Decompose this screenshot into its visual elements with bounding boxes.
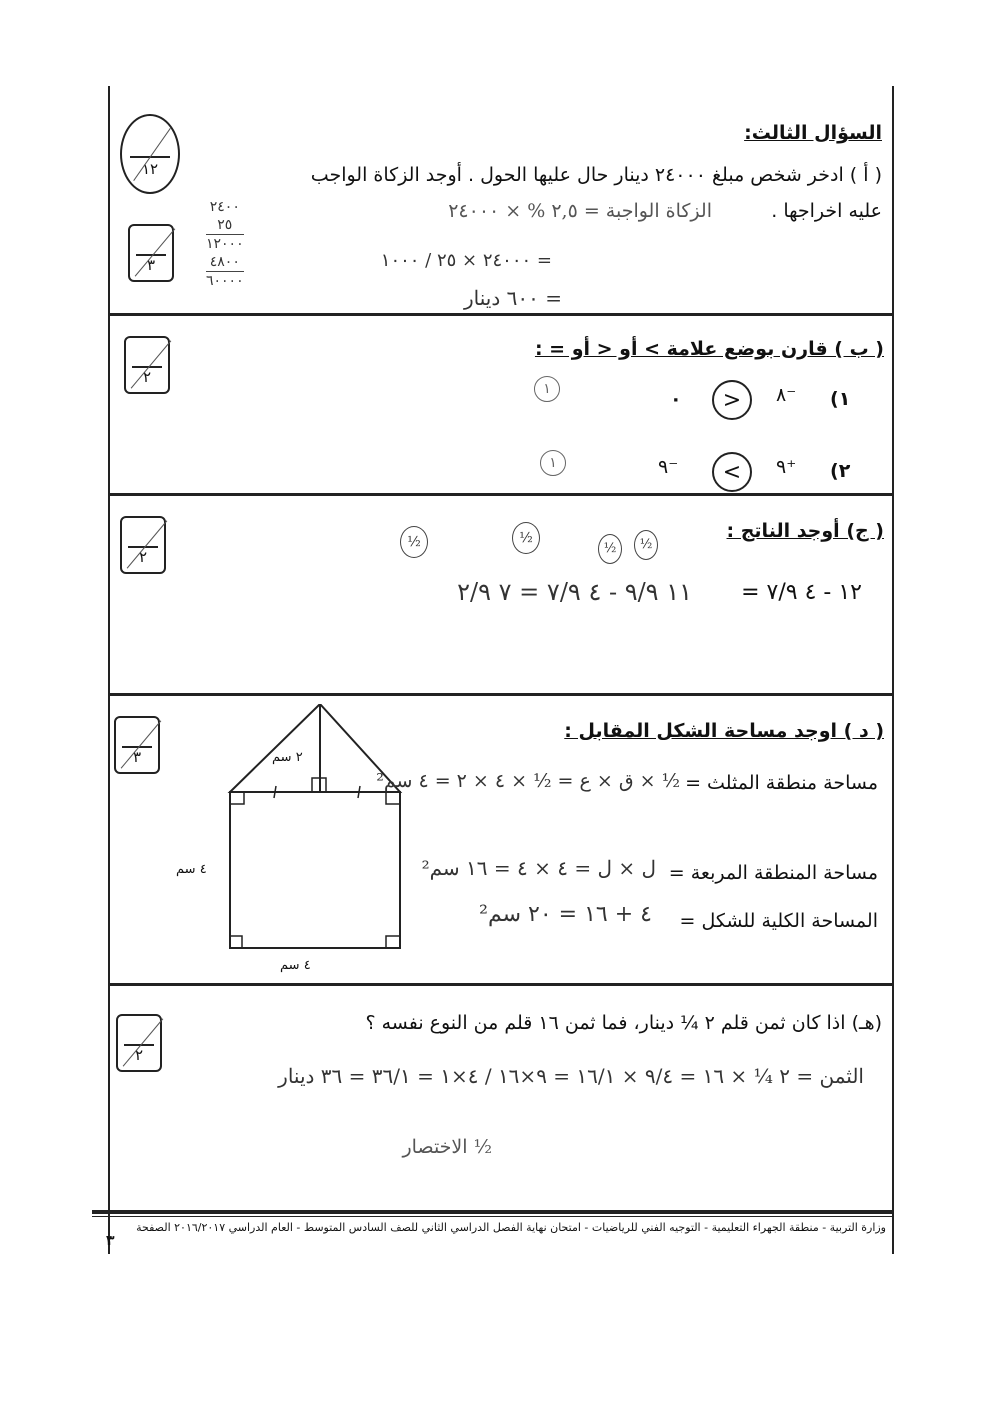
part-b-item1	[670, 380, 870, 420]
part-a-score-box	[128, 224, 174, 282]
part-a-question-line1: ( أ ) ادخر شخص مبلغ ٢٤٠٠٠ دينار حال عليها الحول . أوجد الزكاة الواجب	[310, 164, 882, 186]
part-a-score: ٣	[146, 256, 156, 274]
part-a-side-calc: ٢٤٠٠ ٢٥ ١٢٠٠٠ ٤٨٠٠ ٦٠٠٠٠	[206, 199, 244, 289]
part-c-mark-3: ½	[598, 534, 622, 564]
part-a-work-line2: = ٢٤٠٠٠ × ٢٥ / ١٠٠٠	[380, 250, 552, 271]
part-e-score-box	[116, 1014, 162, 1072]
figure-height-label: ٢ سم	[272, 750, 303, 765]
part-d-score: ٣	[132, 748, 142, 766]
part-e-work-line1: الثمن = ٢ ¼ × ١٦ = ٩/٤ × ١٦/١ = ٩×١٦ / ٤×١ = ٣٦/١ = ٣٦ دينار	[278, 1064, 864, 1088]
part-e-question: (هـ) اذا كان ثمن قلم ٢ ¼ دينار، فما ثمن ١٦ قلم من النوع نفسه ؟	[365, 1012, 882, 1034]
part-b-section	[110, 316, 892, 496]
part-b-score: ٢	[142, 368, 152, 386]
item2-left-value: ٩⁺	[776, 456, 797, 478]
footer-rule-thin	[92, 1216, 892, 1217]
item2-right-value: ٩⁻	[658, 456, 679, 478]
question-title: السؤال الثالث:	[744, 122, 882, 144]
figure-bottom-label: ٤ سم	[280, 958, 311, 973]
triangle-area-work: ½ × ق × ع = ½ × ٤ × ٢ = ٤ سم²	[376, 770, 680, 792]
part-b-mark1: ١	[534, 376, 560, 402]
item1-label: ١)	[830, 388, 851, 410]
square-area-work: ل × ل = ٤ × ٤ = ١٦ سم²	[421, 856, 656, 880]
total-area-label: المساحة الكلية للشكل =	[679, 910, 878, 932]
square-area-label: مساحة المنطقة المربعة =	[668, 862, 878, 884]
part-c-title: ( ج) أوجد الناتج :	[726, 520, 884, 542]
house-figure	[220, 704, 410, 958]
part-c-mark-4: ½	[634, 530, 658, 560]
item1-sign-circle: >	[712, 380, 752, 420]
item1-right-value: ٠	[670, 388, 682, 410]
part-b-score-box	[124, 336, 170, 394]
item2-label: ٢)	[830, 460, 851, 482]
part-c-mark-1: ½	[400, 526, 428, 558]
part-a-work-line1: الزكاة الواجبة = ٢,٥ % × ٢٤٠٠٠	[448, 200, 712, 222]
part-c-work: ١١ ٩/٩ - ٤ ٧/٩ = ٧ ٢/٩	[457, 578, 692, 606]
part-a-question-line2: عليه اخراجها .	[771, 200, 882, 222]
part-d-score-box	[114, 716, 160, 774]
page-number: ٣	[106, 1233, 115, 1249]
part-c-expression: ١٢ - ٤ ٧/٩ =	[741, 580, 862, 605]
part-b-title: ( ب ) قارن بوضع علامة > أو < أو = :	[534, 338, 884, 360]
part-d-section	[110, 696, 892, 986]
part-e-section	[110, 986, 892, 1206]
part-b-item2	[658, 452, 870, 492]
total-score: ١٢	[141, 160, 159, 178]
part-a-section	[110, 86, 892, 316]
exam-page-frame	[108, 86, 894, 1254]
part-d-title: ( د ) اوجد مساحة الشكل المقابل :	[564, 720, 884, 742]
total-area-work: ٤ + ١٦ = ٢٠ سم²	[479, 902, 652, 927]
part-c-score: ٢	[138, 548, 148, 566]
part-e-work-line2: ½ الاختصار	[402, 1136, 492, 1158]
part-a-work-line3: = ٦٠٠ دينار	[464, 286, 562, 310]
item2-sign-circle: <	[712, 452, 752, 492]
part-b-mark2: ١	[540, 450, 566, 476]
footer-rule	[92, 1210, 892, 1214]
part-c-score-box	[120, 516, 166, 574]
item1-left-value: ٨⁻	[776, 384, 797, 406]
part-c-mark-2: ½	[512, 522, 540, 554]
part-e-score: ٢	[134, 1046, 144, 1064]
part-c-section	[110, 496, 892, 696]
triangle-area-label: مساحة منطقة المثلث =	[685, 772, 878, 794]
footer-text: وزارة التربية - منطقة الجهراء التعليمية - التوجيه الفني للرياضيات - امتحان نهاية الفصل الدراسي الثاني للصف السادس المتوسط - العام الدراسي ٢٠١٦/٢٠١٧ الصفحة	[136, 1221, 886, 1234]
figure-side-label: ٤ سم	[176, 862, 207, 877]
total-score-oval	[120, 114, 180, 194]
